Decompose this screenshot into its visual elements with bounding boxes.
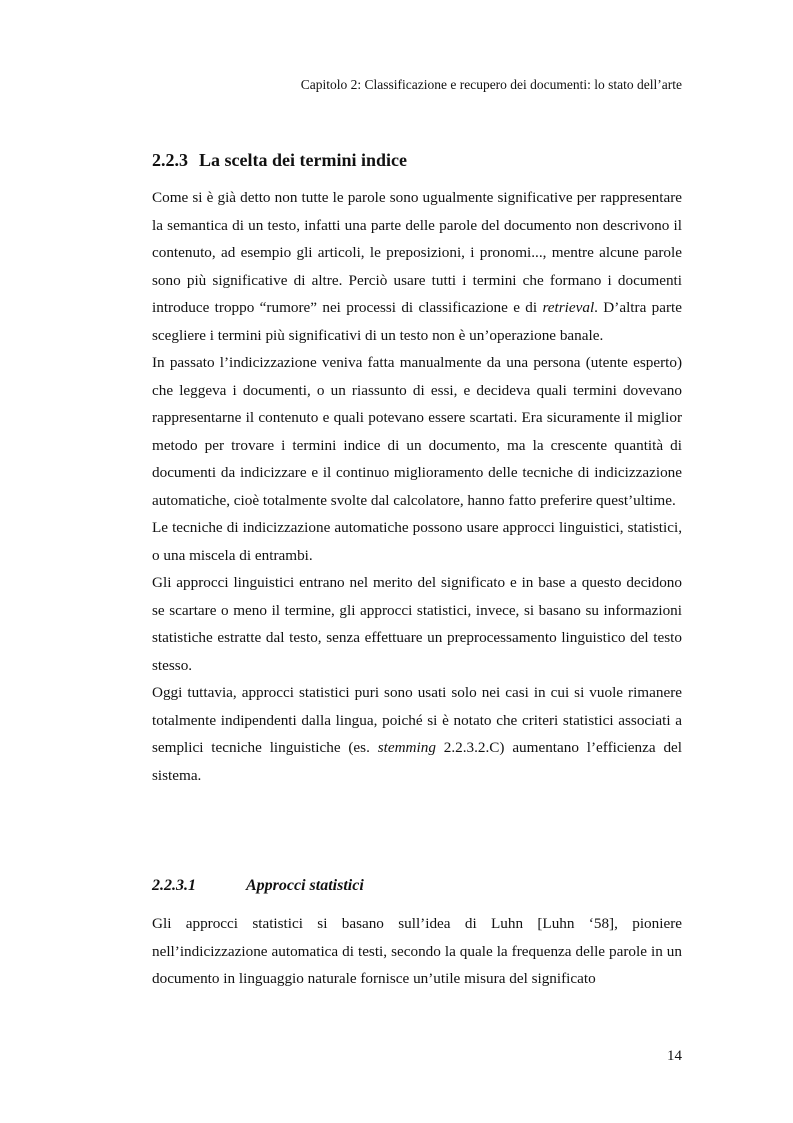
- section-body: [152, 184, 682, 789]
- paragraph-text: 2.2.3.2.C) aumentano l’efficienza del sistema.: [152, 739, 682, 784]
- paragraph-text: Oggi tuttavia, approcci statistici puri sono usati solo nei casi in cui si vuole rimanere totalmente indipendenti dalla lingua, poiché si è notato che criteri statistici associati a semplici tecniche linguistiche (es.: [152, 684, 682, 756]
- subsection-heading: [152, 874, 364, 898]
- emphasis-text: stemming: [377, 739, 436, 756]
- paragraph-text: . D’altra parte scegliere i termini più significativi di un testo non è un’operazione banale.: [152, 299, 682, 344]
- page-number: 14: [667, 1048, 682, 1064]
- running-header: [152, 76, 682, 94]
- paragraph: Gli approcci linguistici entrano nel merito del significato e in base a questo decidono se scartare o meno il termine, gli approcci statistici, invece, si basano su informazioni statistiche estratte dal testo, senza effettuare un preprocessamento linguistico del testo stesso.: [152, 574, 682, 674]
- section-number: 2.2.3: [152, 150, 188, 170]
- subsection-number: 2.2.3.1: [152, 877, 196, 894]
- paragraph-text: Come si è già detto non tutte le parole sono ugualmente significative per rappresentare la semantica di un testo, infatti una parte delle parole del documento non descrivono il contenuto, ad esempio gli articoli, le preposizioni, i pronomi..., mentre alcune parole sono più significative di altre. Perciò usare tutti i termini che formano i documenti introduce troppo “rumore” nei processi di classificazione e di: [152, 189, 682, 316]
- paragraph: Le tecniche di indicizzazione automatiche possono usare approcci linguistici, statistici, o una miscela di entrambi.: [152, 519, 682, 564]
- paragraph: [152, 679, 682, 789]
- paragraph: In passato l’indicizzazione veniva fatta manualmente da una persona (utente esperto) che leggeva i documenti, o un riassunto di essi, e decideva quali termini dovevano rappresentarne il contenuto e quali potevano essere scartati. Era sicuramente il miglior metodo per trovare i termini indice di un documento, ma la crescente quantità di documenti da indicizzare e il continuo miglioramento delle tecniche di indicizzazione automatiche, cioè totalmente svolte dal calcolatore, hanno fatto preferire quest’ultime.: [152, 354, 682, 509]
- paragraph: Gli approcci statistici si basano sull’idea di Luhn [Luhn ‘58], pioniere nell’indicizzazione automatica di testi, secondo la quale la frequenza delle parole in un documento in linguaggio naturale fornisce un’utile misura del significato: [152, 915, 682, 987]
- subsection-body: [152, 910, 682, 993]
- section-title: La scelta dei termini indice: [199, 150, 407, 170]
- subsection-title: Approcci statistici: [246, 877, 364, 894]
- emphasis-text: retrieval: [542, 299, 595, 316]
- section-heading: [152, 148, 407, 172]
- running-header-text: Capitolo 2: Classificazione e recupero dei documenti: lo stato dell’arte: [300, 77, 682, 92]
- paragraph: [152, 184, 682, 349]
